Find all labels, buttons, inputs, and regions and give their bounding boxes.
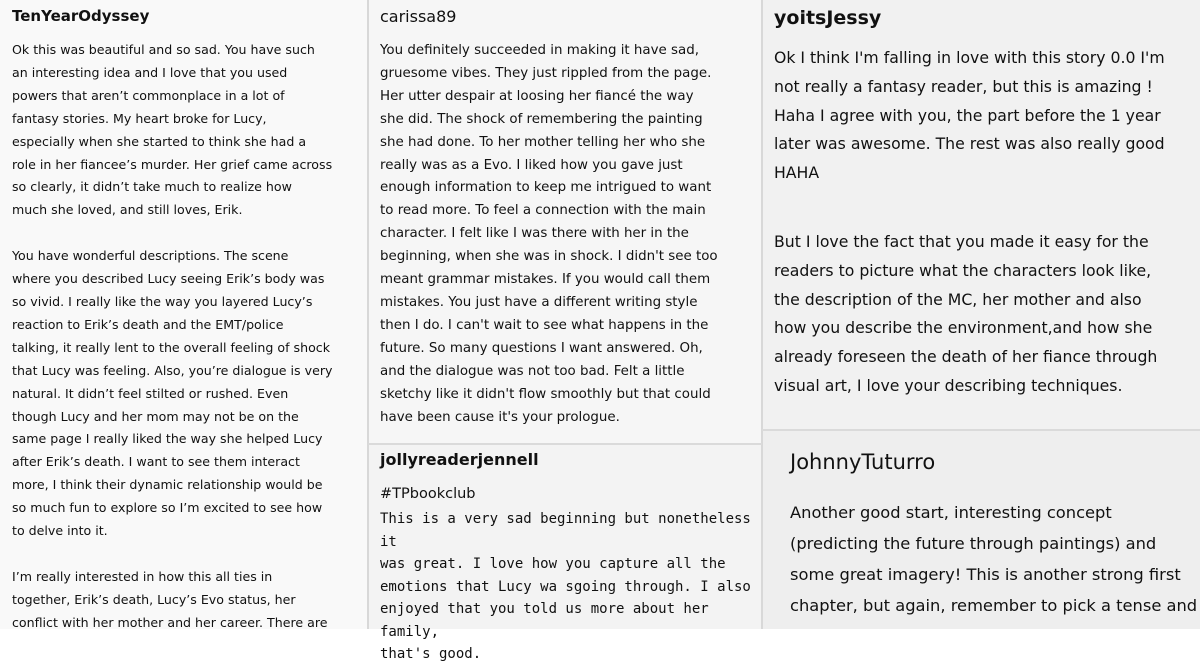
comment-username[interactable]: carissa89 [380,7,457,26]
comment-body-paragraph-1: Ok I think I'm falling in love with this story 0.0 I'm not really a fantasy reader, but this is amazing ! Haha I agree with you, the part before the 1 year later was awesome. The rest was also really good HAHA [774,48,1165,183]
comment-card-carissa89 [368,0,762,444]
collage-divider [368,443,762,445]
comment-body: Ok this was beautiful and so sad. You have such an interesting idea and I love that you used powers that aren’t commonplace in a lot of fantasy stories. My heart broke for Lucy, especially when she started to think she had a role in her fiancee’s murder. Her grief came across so clearly, it didn’t take much to realize how much she loved, and still loves, Erik. You have wonderful descriptions. The scene where you described Lucy seeing Erik’s body was so vivid. I really like the way you layered Lucy’s reaction to Erik’s death and the EMT/police talking, it really lent to the overall feeling of shock that Lucy was feeling. Also, you’re dialogue is very natural. It didn’t feel stilted or rushed. Even though Lucy and her mom may not be on the same page I really liked the way she helped Lucy after Erik’s death. I want to see them interact more, I think their dynamic relationship would be so much fun to explore so I’m excited to see how to delve into it. I’m really interested in how this all ties in together, Erik’s death, Lucy’s Evo status, her conflict with her mother and her career. There are [12,42,333,630]
comment-body: You definitely succeeded in making it have sad, gruesome vibes. They just rippled from the page. Her utter despair at loosing her fiancé the way she did. The shock of remembering the painting she had done. To her mother telling her who she really was as a Evo. I liked how you gave just enough information to keep me intrigued to want to read more. To feel a connection with the main character. I felt like I was there with her in the beginning, when she was in shock. I didn't see too meant grammar mistakes. If you would call them mistakes. You just have a different writing style then I do. I can't wait to see what happens in the future. So many questions I want answered. Oh, and the dialogue was not too bad. Felt a little sketchy like it didn't flow smoothly but that could have been cause it's your prologue. [380,43,718,425]
comment-body-paragraph-2: But I love the fact that you made it easy for the readers to picture what the characters look like, the description of the MC, her mother and also how you describe the environment,and how she already foreseen the death of her fiance through visual art, I love your describing techniques. [774,232,1158,395]
comment-body: Another good start, interesting concept (predicting the future through paintings) and some great imagery! This is another strong first chapter, but again, remember to pick a tense and [790,503,1198,615]
comment-card-jollyreaderjennell [368,444,762,662]
comment-username[interactable]: jollyreaderjennell [380,450,539,469]
comment-username[interactable]: TenYearOdyssey [12,7,150,25]
comment-body: This is a very sad beginning but nonetheless it was great. I love how you capture all the emotions that Lucy wa sgoing through. I also enjoyed that you told us more about her family, that's good. [380,511,751,662]
comment-username[interactable]: JohnnyTuturro [790,450,936,474]
comment-card-johnnytuturro [762,430,1200,629]
comment-username[interactable]: yoitsJessy [774,7,882,29]
comment-card-tenyearodyssey [0,0,368,629]
comment-hashtag[interactable]: #TPbookclub [380,486,476,502]
collage-divider [761,0,763,629]
comment-card-yoitsjessy [762,0,1200,430]
collage-divider [367,0,369,629]
collage-divider [762,429,1200,431]
